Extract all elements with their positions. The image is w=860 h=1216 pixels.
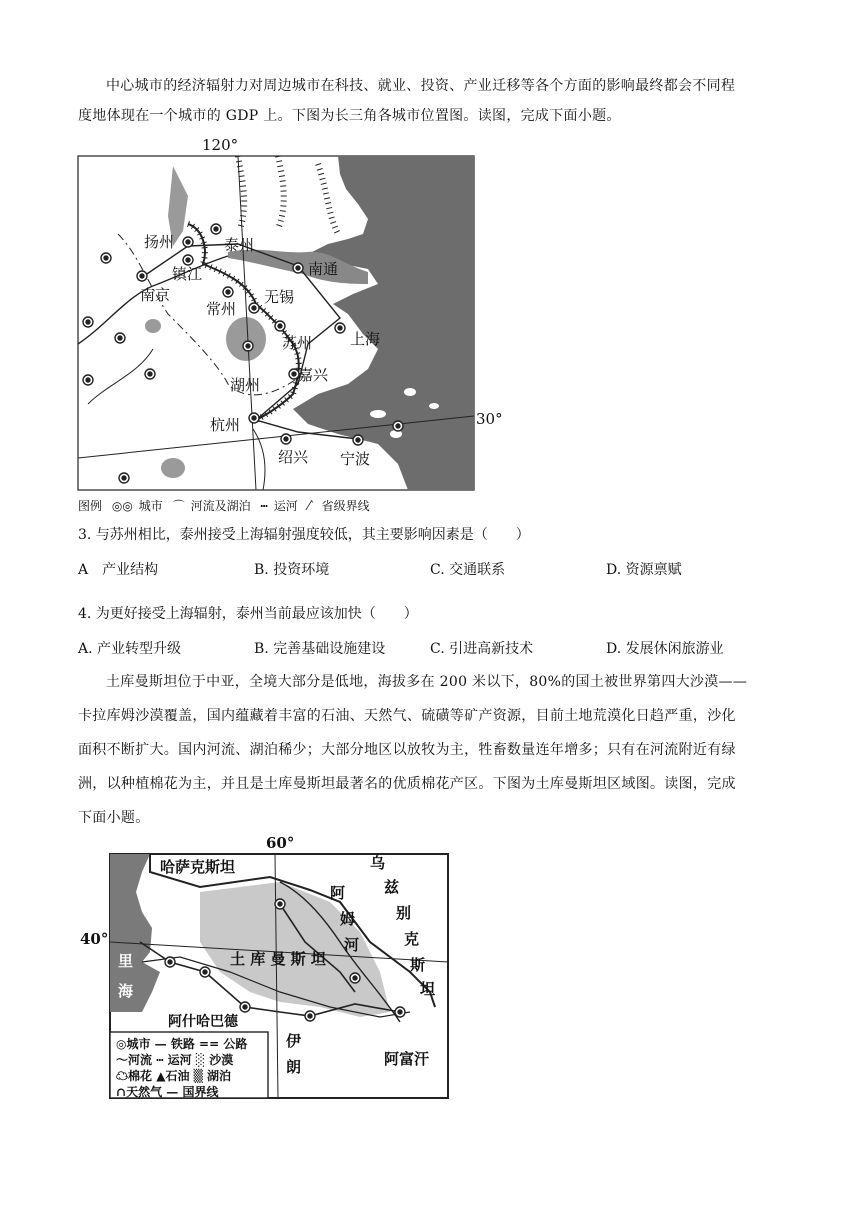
- intro2-line3: 面积不断扩大。国内河流、湖泊稀少；大部分地区以放牧为主，牲畜数量连年增多；只有在河流附近有绿: [78, 742, 736, 758]
- intro1-line1: 中心城市的经济辐射力对周边城市在科技、就业、投资、产业迁移等各个方面的影响最终都会不同程: [106, 78, 736, 94]
- label-uzbek-char: 斯: [410, 956, 426, 974]
- label-ashgabat: 阿什哈巴德: [168, 1014, 238, 1030]
- q3-option-a: A 产业结构: [78, 562, 159, 578]
- map1-lat-label: 30°: [476, 410, 503, 428]
- city-label: 泰州: [224, 236, 255, 254]
- map2-lon-label: 60°: [266, 834, 295, 852]
- city-label: 嘉兴: [298, 366, 329, 384]
- map1-legend: [78, 497, 376, 514]
- city-label: 扬州: [144, 233, 175, 251]
- label-amu-char: 河: [344, 936, 360, 954]
- label-iran-char: 朗: [286, 1058, 302, 1076]
- svg-text:☁棉花 ▲石油 ▒ 湖泊: ☁棉花 ▲石油 ▒ 湖泊: [116, 1069, 232, 1083]
- legend-river: 河流及湖泊: [190, 499, 251, 513]
- q4-option-d: D. 发展休闲旅游业: [606, 641, 724, 657]
- label-uzbek-char: 别: [396, 904, 412, 922]
- city-label: 绍兴: [278, 448, 309, 466]
- legend2-railway: 铁路: [170, 1037, 195, 1051]
- city-label: 南通: [308, 260, 339, 278]
- q4-option-b: B. 完善基础设施建设: [254, 641, 386, 657]
- label-afghanistan: 阿富汗: [384, 1050, 430, 1068]
- legend2-road: 公路: [223, 1037, 248, 1051]
- map1-lon-label: 120°: [202, 136, 239, 154]
- map2-lat-label: 40°: [80, 930, 109, 948]
- svg-text:～河流 ┅ 运河 ░ 沙漠: ～河流 ┅ 运河 ░ 沙漠: [116, 1053, 234, 1067]
- question-3-stem: 3. 与苏州相比，泰州接受上海辐射强度较低，其主要影响因素是（ ）: [78, 527, 530, 543]
- city-label: 上海: [350, 330, 381, 348]
- city-label: 宁波: [340, 450, 371, 468]
- label-iran-char: 伊: [286, 1032, 302, 1050]
- legend2-desert: 沙漠: [209, 1053, 234, 1067]
- label-caspian-char: 里: [118, 952, 134, 970]
- legend2-gas: 天然气: [126, 1085, 163, 1099]
- city-symbol-icon: ◎◎: [111, 499, 133, 513]
- label-turkmenistan: 土 库 曼 斯 坦: [230, 950, 326, 968]
- q4-option-a: A. 产业转型升级: [78, 641, 182, 657]
- intro2-line4: 洲，以种植棉花为主，并且是土库曼斯坦最著名的优质棉花产区。下图为土库曼斯坦区域图。读图，完成: [78, 776, 736, 792]
- q3-option-d: D. 资源禀赋: [606, 562, 682, 578]
- q4-option-c: C. 引进高新技术: [430, 641, 534, 657]
- legend-title: 图例: [78, 499, 103, 513]
- label-caspian-char: 海: [118, 982, 134, 1000]
- legend2-lake: 湖泊: [207, 1069, 232, 1083]
- city-label: 湖州: [230, 376, 261, 394]
- legend2-canal: 运河: [167, 1053, 192, 1067]
- legend2-cotton: 棉花: [128, 1069, 153, 1083]
- city-label: 南京: [140, 286, 171, 304]
- yangtze-delta-map: [78, 134, 503, 494]
- intro2-line1: 土库曼斯坦位于中亚，全境大部分是低地，海拔多在 200 米以下，80%的国土被世界第四大沙漠——: [106, 674, 748, 690]
- legend2-city-icon: ◎: [116, 1037, 127, 1051]
- label-amu-char: 阿: [330, 884, 346, 902]
- intro-paragraph-1b: [78, 102, 778, 130]
- legend2-city: 城市: [126, 1037, 151, 1051]
- q3-option-c: C. 交通联系: [430, 562, 506, 578]
- legend-canal: 运河: [273, 499, 298, 513]
- river-symbol-icon: ⌒: [172, 499, 185, 513]
- legend2-river: 河流: [128, 1053, 153, 1067]
- svg-text:∩天然气 — 国界线: ∩天然气 — 国界线: [116, 1085, 219, 1099]
- label-uzbek-char: 兹: [384, 878, 400, 896]
- intro2-line2: 卡拉库姆沙漠覆盖，国内蕴藏着丰富的石油、天然气、硫磺等矿产资源，目前土地荒漠化日趋严重，沙化: [78, 708, 736, 724]
- label-kazakhstan: 哈萨克斯坦: [160, 858, 236, 876]
- city-label: 常州: [206, 300, 237, 318]
- intro1-line2: 度地体现在一个城市的 GDP 上。下图为长三角各城市位置图。读图，完成下面小题。: [78, 108, 621, 124]
- label-amu-char: 姆: [340, 910, 356, 928]
- label-uzbek-char: 坦: [420, 980, 436, 998]
- legend-boundary: 省级界线: [321, 499, 370, 513]
- canal-symbol-icon: ┅: [260, 499, 268, 513]
- city-label: 杭州: [210, 416, 241, 434]
- intro-paragraph-1: [78, 72, 778, 100]
- legend2-border: 国界线: [182, 1085, 219, 1099]
- label-uzbek-char: 克: [404, 930, 420, 948]
- city-label: 镇江: [172, 265, 203, 283]
- boundary-symbol-icon: ⁄ˋ: [307, 499, 316, 513]
- legend2-oil: 石油: [165, 1069, 190, 1083]
- svg-text:◎城市 — 铁路 == 公路: ◎城市 — 铁路 == 公路: [116, 1037, 248, 1051]
- label-uzbek-char: 乌: [370, 854, 386, 872]
- q3-option-b: B. 投资环境: [254, 562, 330, 578]
- question-4-stem: 4. 为更好接受上海辐射，泰州当前最应该加快（ ）: [78, 606, 418, 622]
- intro2-line5: 下面小题。: [78, 810, 150, 826]
- legend-city: 城市: [138, 499, 163, 513]
- turkmenistan-map: [80, 832, 452, 1104]
- city-label: 无锡: [264, 288, 295, 306]
- city-label: 苏州: [282, 334, 313, 352]
